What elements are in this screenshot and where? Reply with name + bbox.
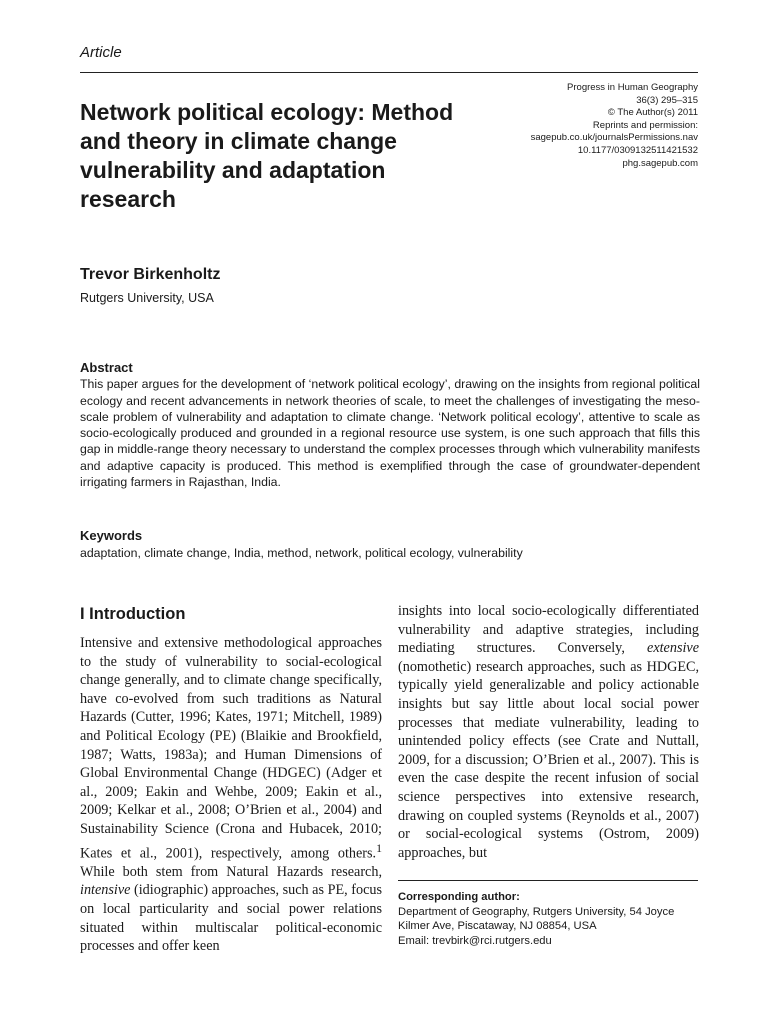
abstract-section: [80, 360, 700, 490]
introduction-paragraph: [80, 634, 382, 956]
intro-text-part3: (idiographic) approaches, such as PE, focus on local particularity and social power relations situated within multiscalar political-economic processes and offer keen: [80, 882, 382, 955]
corresponding-rule: [398, 880, 698, 881]
continued-paragraph: [398, 602, 699, 862]
header-rule: [80, 72, 698, 73]
permissions-link[interactable]: sagepub.co.uk/journalsPermissions.nav: [530, 132, 698, 144]
intro-emphasis-extensive: extensive: [647, 640, 699, 657]
corresponding-heading: Corresponding author:: [398, 891, 520, 903]
body-column-right: [398, 602, 699, 862]
continued-text-part1: insights into local socio-ecologically differentiated vulnerability and adaptive strategies, including mediating structures. Conversely,: [398, 603, 699, 657]
abstract-heading: Abstract: [80, 360, 133, 375]
body-column-left: [80, 602, 382, 956]
keywords-text: adaptation, climate change, India, method, network, political ecology, vulnerability: [80, 545, 523, 560]
corresponding-address-line2: Kilmer Ave, Piscataway, NJ 08854, USA: [398, 920, 597, 933]
author-affiliation: Rutgers University, USA: [80, 291, 214, 305]
paper-title: Network political ecology: Method and theory in climate change vulnerability and adaptation research: [80, 99, 454, 212]
keywords-heading: Keywords: [80, 528, 143, 543]
journal-volume: 36(3) 295–315: [636, 94, 698, 106]
keywords-section: [80, 528, 700, 561]
reprints-line: Reprints and permission:: [592, 119, 698, 131]
footnote-marker[interactable]: 1: [376, 840, 382, 855]
intro-text-part2: While both stem from Natural Hazards research,: [80, 863, 382, 880]
journal-name: Progress in Human Geography: [567, 82, 698, 93]
journal-metadata: [438, 82, 698, 170]
corresponding-address-line1: Department of Geography, Rutgers University, 54 Joyce: [398, 905, 675, 918]
journal-website-link[interactable]: phg.sagepub.com: [622, 157, 698, 169]
copyright-line: © The Author(s) 2011: [607, 107, 698, 119]
doi-link[interactable]: 10.1177/0309132511421532: [577, 144, 698, 156]
author-name: Trevor Birkenholtz: [80, 266, 221, 283]
intro-text-part1: Intensive and extensive methodological approaches to the study of vulnerability to social-ecological change generally, and to climate change specifically, have co-evolved from such traditions as Natural Hazards (Cutter, 1996; Kates, 1971; Mitchell, 1989) and Political Ecology (PE) (Blaikie and Brookfield, 1987; Watts, 1983a); and Human Dimensions of Global Environmental Change (HDGEC) (Adger et al., 2009; Eakin and Wehbe, 2009; Eakin et al., 2009; Kelkar et al., 2008; O’Brien et al., 2004) and Sustainability Science (Crona and Hubacek, 2010; Kates et al., 2001), respectively, among others.: [80, 635, 382, 862]
abstract-text: This paper argues for the development of ‘network political ecology’, drawing on the insights from regional political ecology and recent advancements in network theories of scale, to meet the challenges of investigating the meso-scale problem of vulnerability and adaptation to climate change. ‘Network political ecology’, attentive to scale as socio-ecologically produced and grounded in a regional resource use system, is one such approach that fills this gap in middle-range theory necessary to understand the complex processes through which vulnerability manifests and adaptive capacity is produced. This method is exemplified through the case of groundwater-dependent irrigating farmers in Rajasthan, India.: [80, 377, 700, 490]
continued-text-part2: (nomothetic) research approaches, such as HDGEC, typically yield generalizable and policy actionable insights but say little about local social power processes that mediate vulnerability, leading to unintended policy effects (see Crate and Nuttall, 2009, for a discussion; O’Brien et al., 2007). This is even the case despite the recent infusion of social science perspectives into extensive research, drawing on coupled systems (Reynolds et al., 2007) or social-ecological systems (Ostrom, 2009) approaches, but: [398, 658, 699, 861]
corresponding-email[interactable]: Email: trevbirk@rci.rutgers.edu: [398, 934, 552, 947]
article-label: Article: [80, 44, 122, 61]
introduction-heading: I Introduction: [80, 605, 186, 623]
intro-emphasis-intensive: intensive: [80, 882, 131, 899]
corresponding-author-block: [398, 890, 708, 948]
